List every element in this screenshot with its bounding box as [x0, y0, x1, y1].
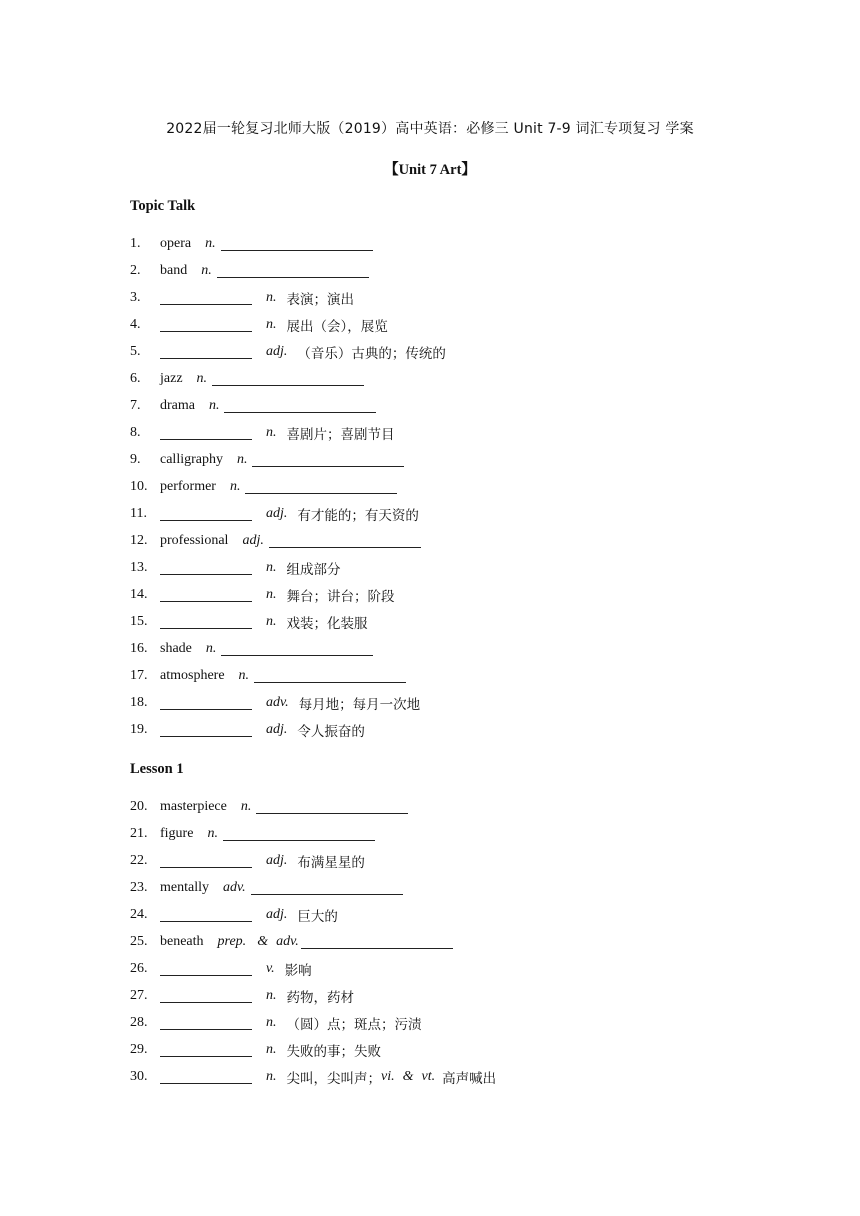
chinese-meaning: 每月地；每月一次地	[298, 696, 421, 713]
answer-blank	[160, 853, 252, 868]
chinese-meaning: 失败的事；失败	[286, 1043, 381, 1060]
vocab-item	[130, 955, 750, 982]
english-word: professional	[160, 532, 229, 548]
vocab-item	[130, 1063, 750, 1090]
part-of-speech: n.	[266, 1041, 277, 1057]
part-of-speech-2: vi.	[381, 1068, 395, 1084]
item-number: 16.	[130, 640, 148, 656]
ampersand: &	[402, 1068, 414, 1084]
item-number: 21.	[130, 825, 148, 841]
part-of-speech: n.	[238, 667, 250, 683]
part-of-speech: n.	[266, 1068, 277, 1084]
chinese-meaning: 戏装；化装服	[286, 615, 368, 632]
vocab-item	[130, 1036, 750, 1063]
vocab-item	[130, 874, 750, 901]
part-of-speech: n.	[266, 316, 277, 332]
vocab-item	[130, 716, 750, 743]
item-number: 18.	[130, 694, 148, 710]
item-number: 29.	[130, 1041, 148, 1057]
english-word: jazz	[160, 370, 183, 386]
vocab-item	[130, 847, 750, 874]
vocab-item	[130, 392, 750, 419]
part-of-speech: adj.	[266, 343, 288, 359]
item-number: 19.	[130, 721, 148, 737]
vocab-item	[130, 311, 750, 338]
answer-blank	[252, 452, 404, 467]
vocab-list-lesson-1	[130, 793, 750, 1090]
vocab-item	[130, 662, 750, 689]
vocab-item	[130, 500, 750, 527]
english-word: opera	[160, 235, 192, 251]
answer-blank	[160, 425, 252, 440]
vocab-item	[130, 982, 750, 1009]
item-number: 26.	[130, 960, 148, 976]
answer-blank	[160, 1015, 252, 1030]
vocab-item	[130, 527, 750, 554]
answer-blank	[160, 695, 252, 710]
english-word: masterpiece	[160, 798, 227, 814]
answer-blank	[221, 236, 373, 251]
answer-blank	[160, 344, 252, 359]
vocab-item	[130, 689, 750, 716]
chinese-meaning-2: 高声喊出	[442, 1070, 497, 1087]
chinese-meaning: 影响	[284, 962, 312, 979]
part-of-speech: n.	[266, 1014, 277, 1030]
answer-blank	[301, 934, 453, 949]
part-of-speech: n.	[266, 559, 277, 575]
chinese-meaning: （圆）点；斑点；污渍	[286, 1016, 422, 1033]
item-number: 20.	[130, 798, 148, 814]
item-number: 1.	[130, 235, 141, 251]
answer-blank	[160, 506, 252, 521]
chinese-meaning: 布满星星的	[297, 854, 365, 871]
vocab-item	[130, 608, 750, 635]
part-of-speech: adv.	[223, 879, 246, 895]
chinese-meaning: 展出（会），展览	[286, 318, 388, 335]
answer-blank	[160, 317, 252, 332]
part-of-speech: adj.	[266, 505, 288, 521]
item-number: 24.	[130, 906, 148, 922]
english-word: atmosphere	[160, 667, 225, 683]
vocab-item	[130, 257, 750, 284]
item-number: 30.	[130, 1068, 148, 1084]
item-number: 25.	[130, 933, 148, 949]
answer-blank	[269, 533, 421, 548]
part-of-speech: n.	[266, 987, 277, 1003]
chinese-meaning: （音乐）古典的；传统的	[297, 345, 446, 362]
chinese-meaning: 舞台；讲台；阶段	[286, 588, 395, 605]
answer-blank	[223, 826, 375, 841]
english-word: performer	[160, 478, 216, 494]
item-number: 22.	[130, 852, 148, 868]
part-of-speech: n.	[240, 798, 252, 814]
vocab-item	[130, 581, 750, 608]
vocab-item	[130, 635, 750, 662]
part-of-speech: n.	[207, 825, 218, 841]
english-word: beneath	[160, 933, 204, 949]
part-of-speech: adj.	[266, 721, 288, 737]
chinese-meaning: 表演；演出	[286, 291, 354, 308]
part-of-speech: n.	[208, 397, 220, 413]
chinese-meaning: 喜剧片；喜剧节目	[286, 426, 395, 443]
answer-blank	[251, 880, 403, 895]
unit-heading: 【Unit 7 Art】	[384, 162, 476, 178]
chinese-meaning: 巨大的	[297, 908, 338, 925]
part-of-speech: adv.	[266, 694, 289, 710]
item-number: 11.	[130, 505, 147, 521]
item-number: 23.	[130, 879, 148, 895]
vocab-item	[130, 928, 750, 955]
part-of-speech: adj.	[266, 852, 288, 868]
vocab-item	[130, 820, 750, 847]
item-number: 15.	[130, 613, 148, 629]
english-word: calligraphy	[160, 451, 223, 467]
answer-blank	[224, 398, 376, 413]
part-of-speech: n.	[201, 262, 212, 278]
vocab-item	[130, 446, 750, 473]
english-word: drama	[160, 397, 195, 413]
vocab-item	[130, 284, 750, 311]
chinese-meaning: 尖叫，尖叫声；	[286, 1070, 381, 1087]
vocab-item	[130, 230, 750, 257]
answer-blank	[160, 614, 252, 629]
item-number: 7.	[130, 397, 141, 413]
part-of-speech: v.	[266, 960, 275, 976]
answer-blank	[160, 722, 252, 737]
item-number: 13.	[130, 559, 148, 575]
english-word: band	[160, 262, 188, 278]
answer-blank	[245, 479, 397, 494]
answer-blank	[160, 961, 252, 976]
vocab-list-topic-talk	[130, 230, 750, 743]
part-of-speech: n.	[205, 235, 216, 251]
vocab-item	[130, 473, 750, 500]
part-of-speech: n.	[236, 451, 248, 467]
answer-blank	[160, 988, 252, 1003]
item-number: 12.	[130, 532, 148, 548]
vocab-item	[130, 365, 750, 392]
part-of-speech: prep.	[217, 933, 247, 949]
english-word: figure	[160, 825, 194, 841]
item-number: 5.	[130, 343, 141, 359]
section-heading-lesson-1: Lesson 1	[130, 761, 184, 777]
chinese-meaning: 药物，药材	[286, 989, 354, 1006]
part-of-speech: n.	[205, 640, 217, 656]
item-number: 8.	[130, 424, 141, 440]
part-of-speech: n.	[229, 478, 241, 494]
answer-blank	[160, 587, 252, 602]
answer-blank	[256, 799, 408, 814]
item-number: 17.	[130, 667, 148, 683]
item-number: 27.	[130, 987, 148, 1003]
chinese-meaning: 令人振奋的	[297, 723, 365, 740]
answer-blank	[160, 290, 252, 305]
chinese-meaning: 有才能的；有天资的	[297, 507, 419, 524]
answer-blank	[212, 371, 364, 386]
document-title: 2022届一轮复习北师大版（2019）高中英语：必修三 Unit 7-9 词汇专项复习 学案	[166, 121, 694, 137]
part-of-speech: n.	[266, 424, 277, 440]
answer-blank	[160, 560, 252, 575]
answer-blank	[221, 641, 373, 656]
section-heading-topic-talk: Topic Talk	[130, 198, 196, 214]
vocab-item	[130, 338, 750, 365]
chinese-meaning: 组成部分	[286, 561, 341, 578]
answer-blank	[160, 1069, 252, 1084]
part-of-speech-3: vt.	[421, 1068, 436, 1084]
item-number: 14.	[130, 586, 148, 602]
part-of-speech: adj.	[266, 906, 288, 922]
part-of-speech: adj.	[242, 532, 264, 548]
vocab-item	[130, 419, 750, 446]
item-number: 4.	[130, 316, 141, 332]
answer-blank	[217, 263, 369, 278]
answer-blank	[160, 907, 252, 922]
vocab-item	[130, 1009, 750, 1036]
part-of-speech: n.	[196, 370, 208, 386]
english-word: mentally	[160, 879, 209, 895]
part-of-speech: n.	[266, 586, 277, 602]
vocab-item	[130, 554, 750, 581]
item-number: 6.	[130, 370, 141, 386]
part-of-speech: n.	[266, 613, 277, 629]
item-number: 28.	[130, 1014, 148, 1030]
ampersand: &	[257, 933, 269, 949]
item-number: 10.	[130, 478, 148, 494]
answer-blank	[254, 668, 406, 683]
item-number: 9.	[130, 451, 141, 467]
vocab-item	[130, 901, 750, 928]
part-of-speech-2: adv.	[276, 933, 299, 949]
item-number: 2.	[130, 262, 141, 278]
answer-blank	[160, 1042, 252, 1057]
english-word: shade	[160, 640, 192, 656]
item-number: 3.	[130, 289, 141, 305]
part-of-speech: n.	[266, 289, 277, 305]
vocab-item	[130, 793, 750, 820]
